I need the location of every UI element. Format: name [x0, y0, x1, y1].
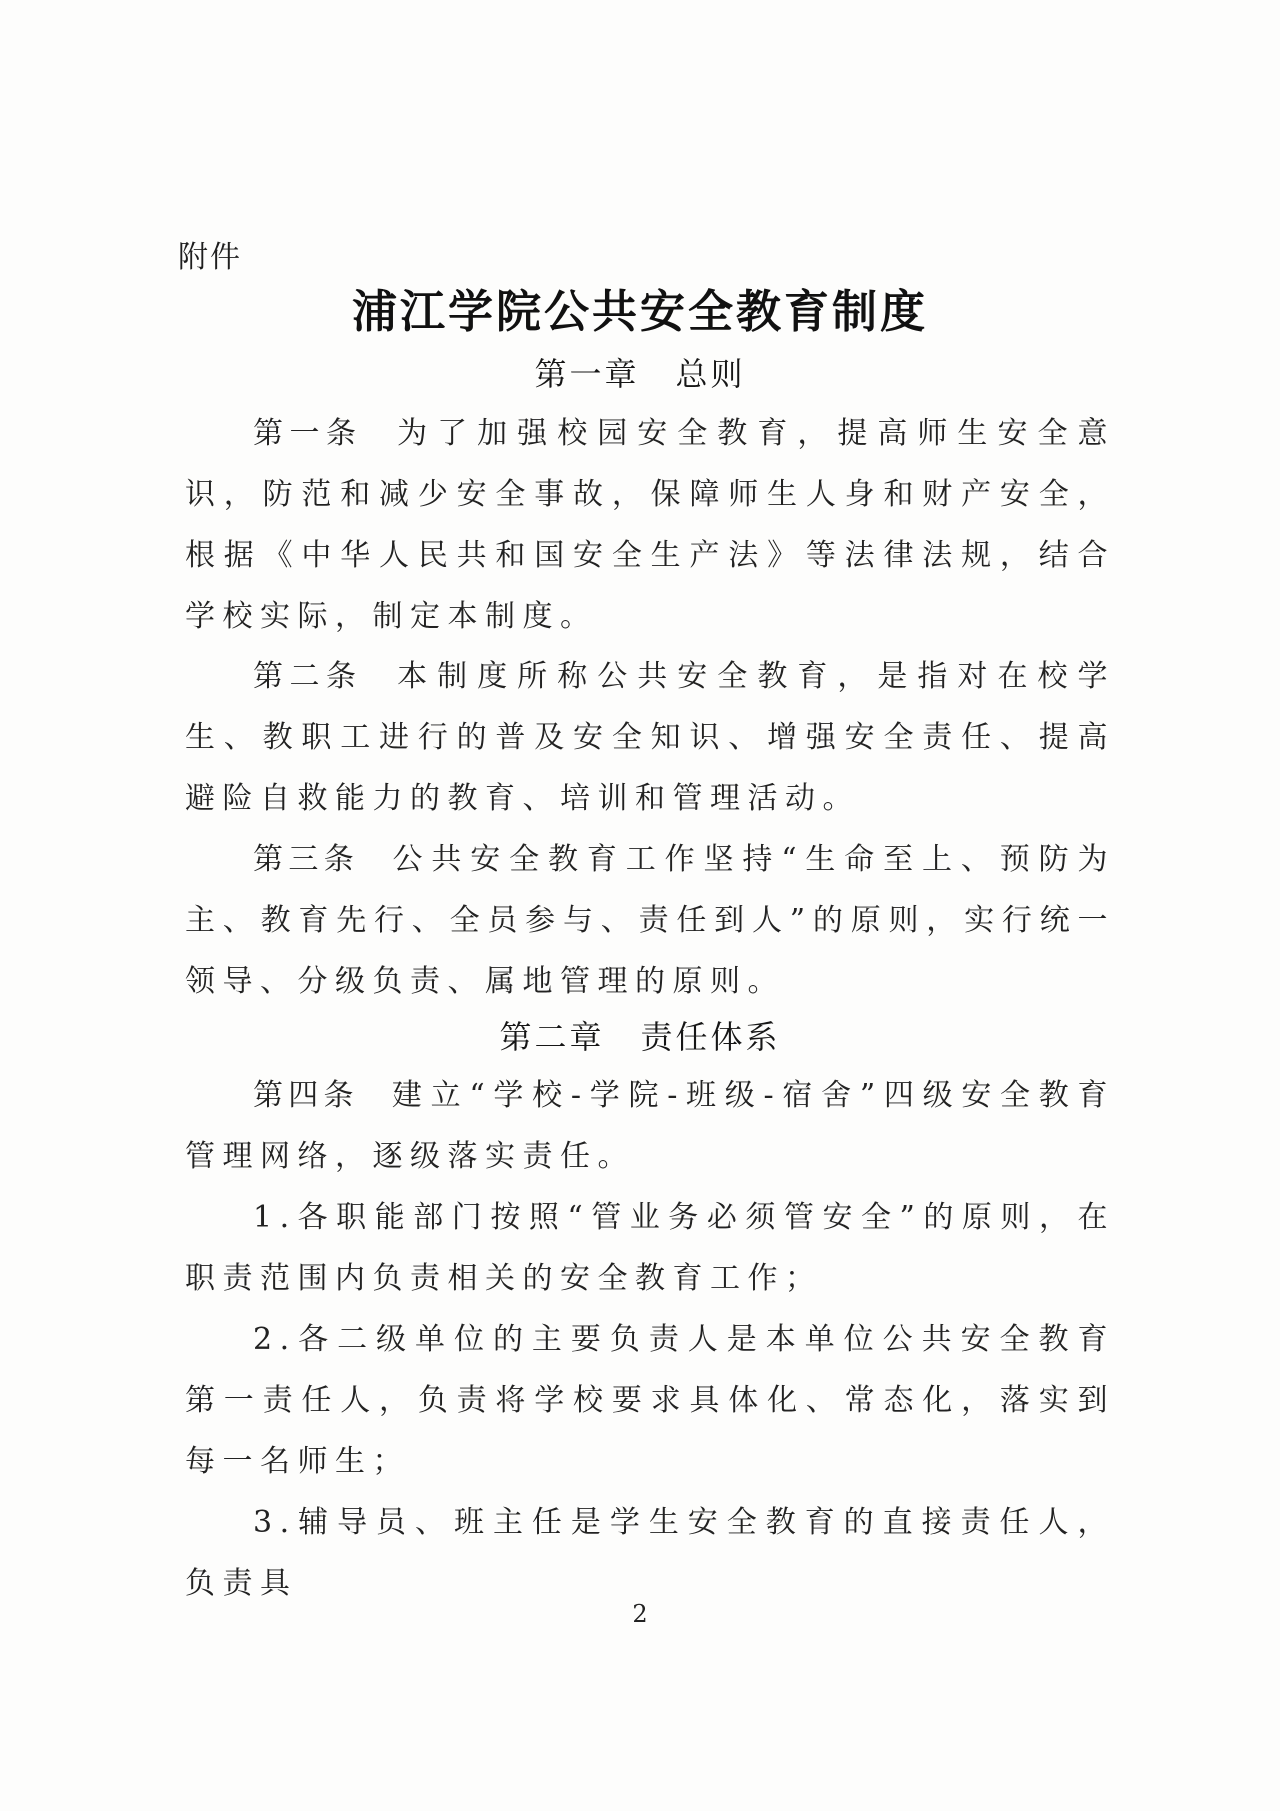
- list-item: 2.各二级单位的主要负责人是本单位公共安全教育第一责任人，负责将学校要求具体化、常态化，落实到每一名师生；: [185, 1322, 1115, 1479]
- chapter-2-label: 第二章: [499, 1018, 605, 1056]
- list-item: 1.各职能部门按照“管业务必须管安全”的原则，在职责范围内负责相关的安全教育工作；: [185, 1200, 1115, 1296]
- document-title: 浦江学院公共安全教育制度: [351, 285, 928, 338]
- article-3: [185, 829, 1115, 1012]
- article-4-lead: 第四条: [253, 1078, 359, 1113]
- list-item: 3.辅导员、班主任是学生安全教育的直接责任人，负责具: [185, 1505, 1115, 1601]
- article-3-text: 公共安全教育工作坚持“生命至上、预防为主、教育先行、全员参与、责任到人”的原则，实行统一领导、分级负责、属地管理的原则。: [185, 842, 1116, 999]
- chapter-2-name: 责任体系: [640, 1018, 781, 1056]
- article-2-lead: 第二条: [253, 659, 363, 694]
- article-1-lead: 第一条: [253, 416, 363, 451]
- chapter-2-heading: [0, 1012, 1280, 1058]
- page-number: 2: [632, 1600, 648, 1628]
- article-1: [185, 403, 1115, 647]
- article-2-text: 本制度所称公共安全教育，是指对在校学生、教职工进行的普及安全知识、增强安全责任、提高避险自救能力的教育、培训和管理活动。: [185, 659, 1116, 816]
- attachment-label: 附件: [178, 240, 242, 275]
- chapter-1-heading: [0, 349, 1280, 395]
- chapter-1-name: 总则: [675, 355, 746, 393]
- article-4: [185, 1065, 1115, 1187]
- article-1-text: 为了加强校园安全教育，提高师生安全意识，防范和减少安全事故，保障师生人身和财产安全，根据《中华人民共和国安全生产法》等法律法规，结合学校实际，制定本制度。: [185, 416, 1116, 634]
- article-4-text: 建立“学校-学院-班级-宿舍”四级安全教育管理网络，逐级落实责任。: [185, 1078, 1116, 1174]
- chapter-1-label: 第一章: [534, 355, 640, 393]
- article-2: [185, 646, 1115, 829]
- article-3-lead: 第三条: [253, 842, 360, 877]
